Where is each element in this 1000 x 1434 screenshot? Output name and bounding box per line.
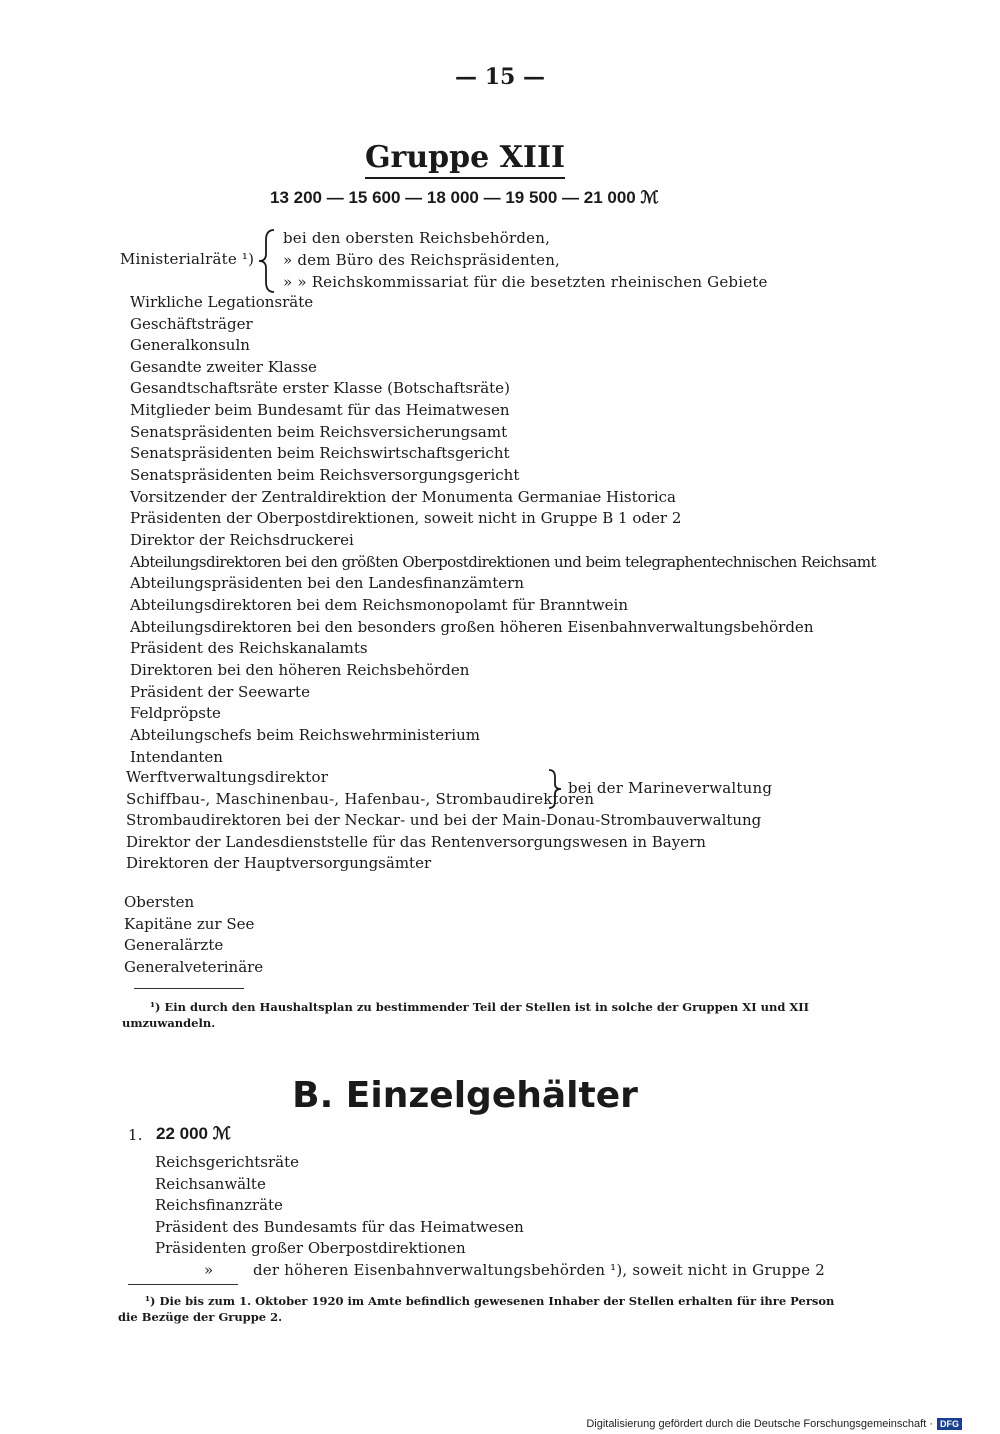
digitization-credit-text: Digitalisierung gefördert durch die Deutsche Forschungsgemeinschaft · [586,1418,933,1430]
list-item: Senatspräsidenten beim Reichsversicherungsamt [130,423,508,441]
list-item: Abteilungsdirektoren bei dem Reichsmonopolamt für Branntwein [130,596,629,614]
ministerialraete-item: » dem Büro des Reichspräsidenten, [283,251,561,269]
list-item: Präsident der Seewarte [130,683,310,701]
list-item: Geschäftsträger [130,315,253,333]
list-item: Reichsfinanzräte [155,1196,283,1214]
item-number: 1. [128,1126,143,1144]
list-item: Direktor der Landesdienststelle für das Rentenversorgungswesen in Bayern [126,833,706,851]
list-item: Wirkliche Legationsräte [130,293,314,311]
digitization-credit [586,1418,962,1430]
list-item: Präsidenten der Oberpostdirektionen, soweit nicht in Gruppe B 1 oder 2 [130,509,682,527]
ministerialraete-item: » » Reichskommissariat für die besetzten rheinischen Gebiete [283,273,768,291]
list-item: Gesandtschaftsräte erster Klasse (Botschaftsräte) [130,379,510,397]
list-item: Mitglieder beim Bundesamt für das Heimatwesen [130,401,510,419]
list-item: Intendanten [130,748,223,766]
list-item: Generalveterinäre [124,958,264,976]
list-item: Reichsanwälte [155,1175,266,1193]
dfg-logo: DFG [937,1418,962,1430]
salary-scale: 13 200 — 15 600 — 18 000 — 19 500 — 21 000 ℳ [270,188,659,207]
list-item: Präsident des Reichskanalamts [130,639,368,657]
list-item: Präsidenten großer Oberpostdirektionen [155,1239,466,1257]
marine-item: Schiffbau-, Maschinenbau-, Hafenbau-, Strombaudirektoren [126,790,595,808]
page-number: — 15 — [455,64,545,90]
footnote-divider [134,988,244,989]
list-item: Abteilungsdirektoren bei den besonders großen höheren Eisenbahnverwaltungsbehörden [130,618,814,636]
section-title: B. Einzelgehälter [292,1075,638,1116]
list-item: Obersten [124,893,195,911]
list-item: Generalärzte [124,936,224,954]
list-item: Strombaudirektoren bei der Neckar- und bei der Main-Donau-Strombauverwaltung [126,811,762,829]
footnote-continuation: die Bezüge der Gruppe 2. [118,1310,283,1324]
list-item: Direktoren der Hauptversorgungsämter [126,854,432,872]
marine-label: bei der Marineverwaltung [568,779,773,797]
list-item: Direktoren bei den höheren Reichsbehörden [130,661,470,679]
list-item: Senatspräsidenten beim Reichswirtschaftsgericht [130,444,510,462]
ministerialraete-label: Ministerialräte ¹) [120,250,255,268]
ministerialraete-item: bei den obersten Reichsbehörden, [283,229,551,247]
list-item: Vorsitzender der Zentraldirektion der Monumenta Germaniae Historica [130,488,676,506]
list-item: Präsident des Bundesamts für das Heimatwesen [155,1218,524,1236]
left-brace-icon [256,228,278,294]
salary-amount: 22 000 ℳ [156,1124,231,1143]
list-item: Feldpröpste [130,704,221,722]
footnote-divider [128,1284,238,1285]
ditto-mark: » [204,1261,214,1279]
list-item: Kapitäne zur See [124,915,255,933]
group-title [0,140,930,175]
list-item: Generalkonsuln [130,336,250,354]
footnote: ¹) Ein durch den Haushaltsplan zu bestimmender Teil der Stellen ist in solche der Gruppen XI und XII [150,1000,810,1014]
group-title-text: Gruppe XIII [365,140,565,179]
list-item: Direktor der Reichsdruckerei [130,531,354,549]
footnote-continuation: umzuwandeln. [122,1016,216,1030]
list-item: der höheren Eisenbahnverwaltungsbehörden ¹), soweit nicht in Gruppe 2 [253,1261,825,1279]
marine-item: Werftverwaltungsdirektor [126,768,329,786]
list-item: Abteilungspräsidenten bei den Landesfinanzämtern [130,574,525,592]
footnote: ¹) Die bis zum 1. Oktober 1920 im Amte befindlich gewesenen Inhaber der Stellen erhalten für ihre Person [145,1294,835,1308]
list-item: Reichsgerichtsräte [155,1153,299,1171]
list-item: Senatspräsidenten beim Reichsversorgungsgericht [130,466,520,484]
list-item: Abteilungsdirektoren bei den größten Oberpostdirektionen und beim telegraphentechnischen Reichsamt [130,553,876,571]
list-item: Gesandte zweiter Klasse [130,358,317,376]
list-item: Abteilungschefs beim Reichswehrministerium [130,726,480,744]
right-brace-icon [546,768,564,810]
